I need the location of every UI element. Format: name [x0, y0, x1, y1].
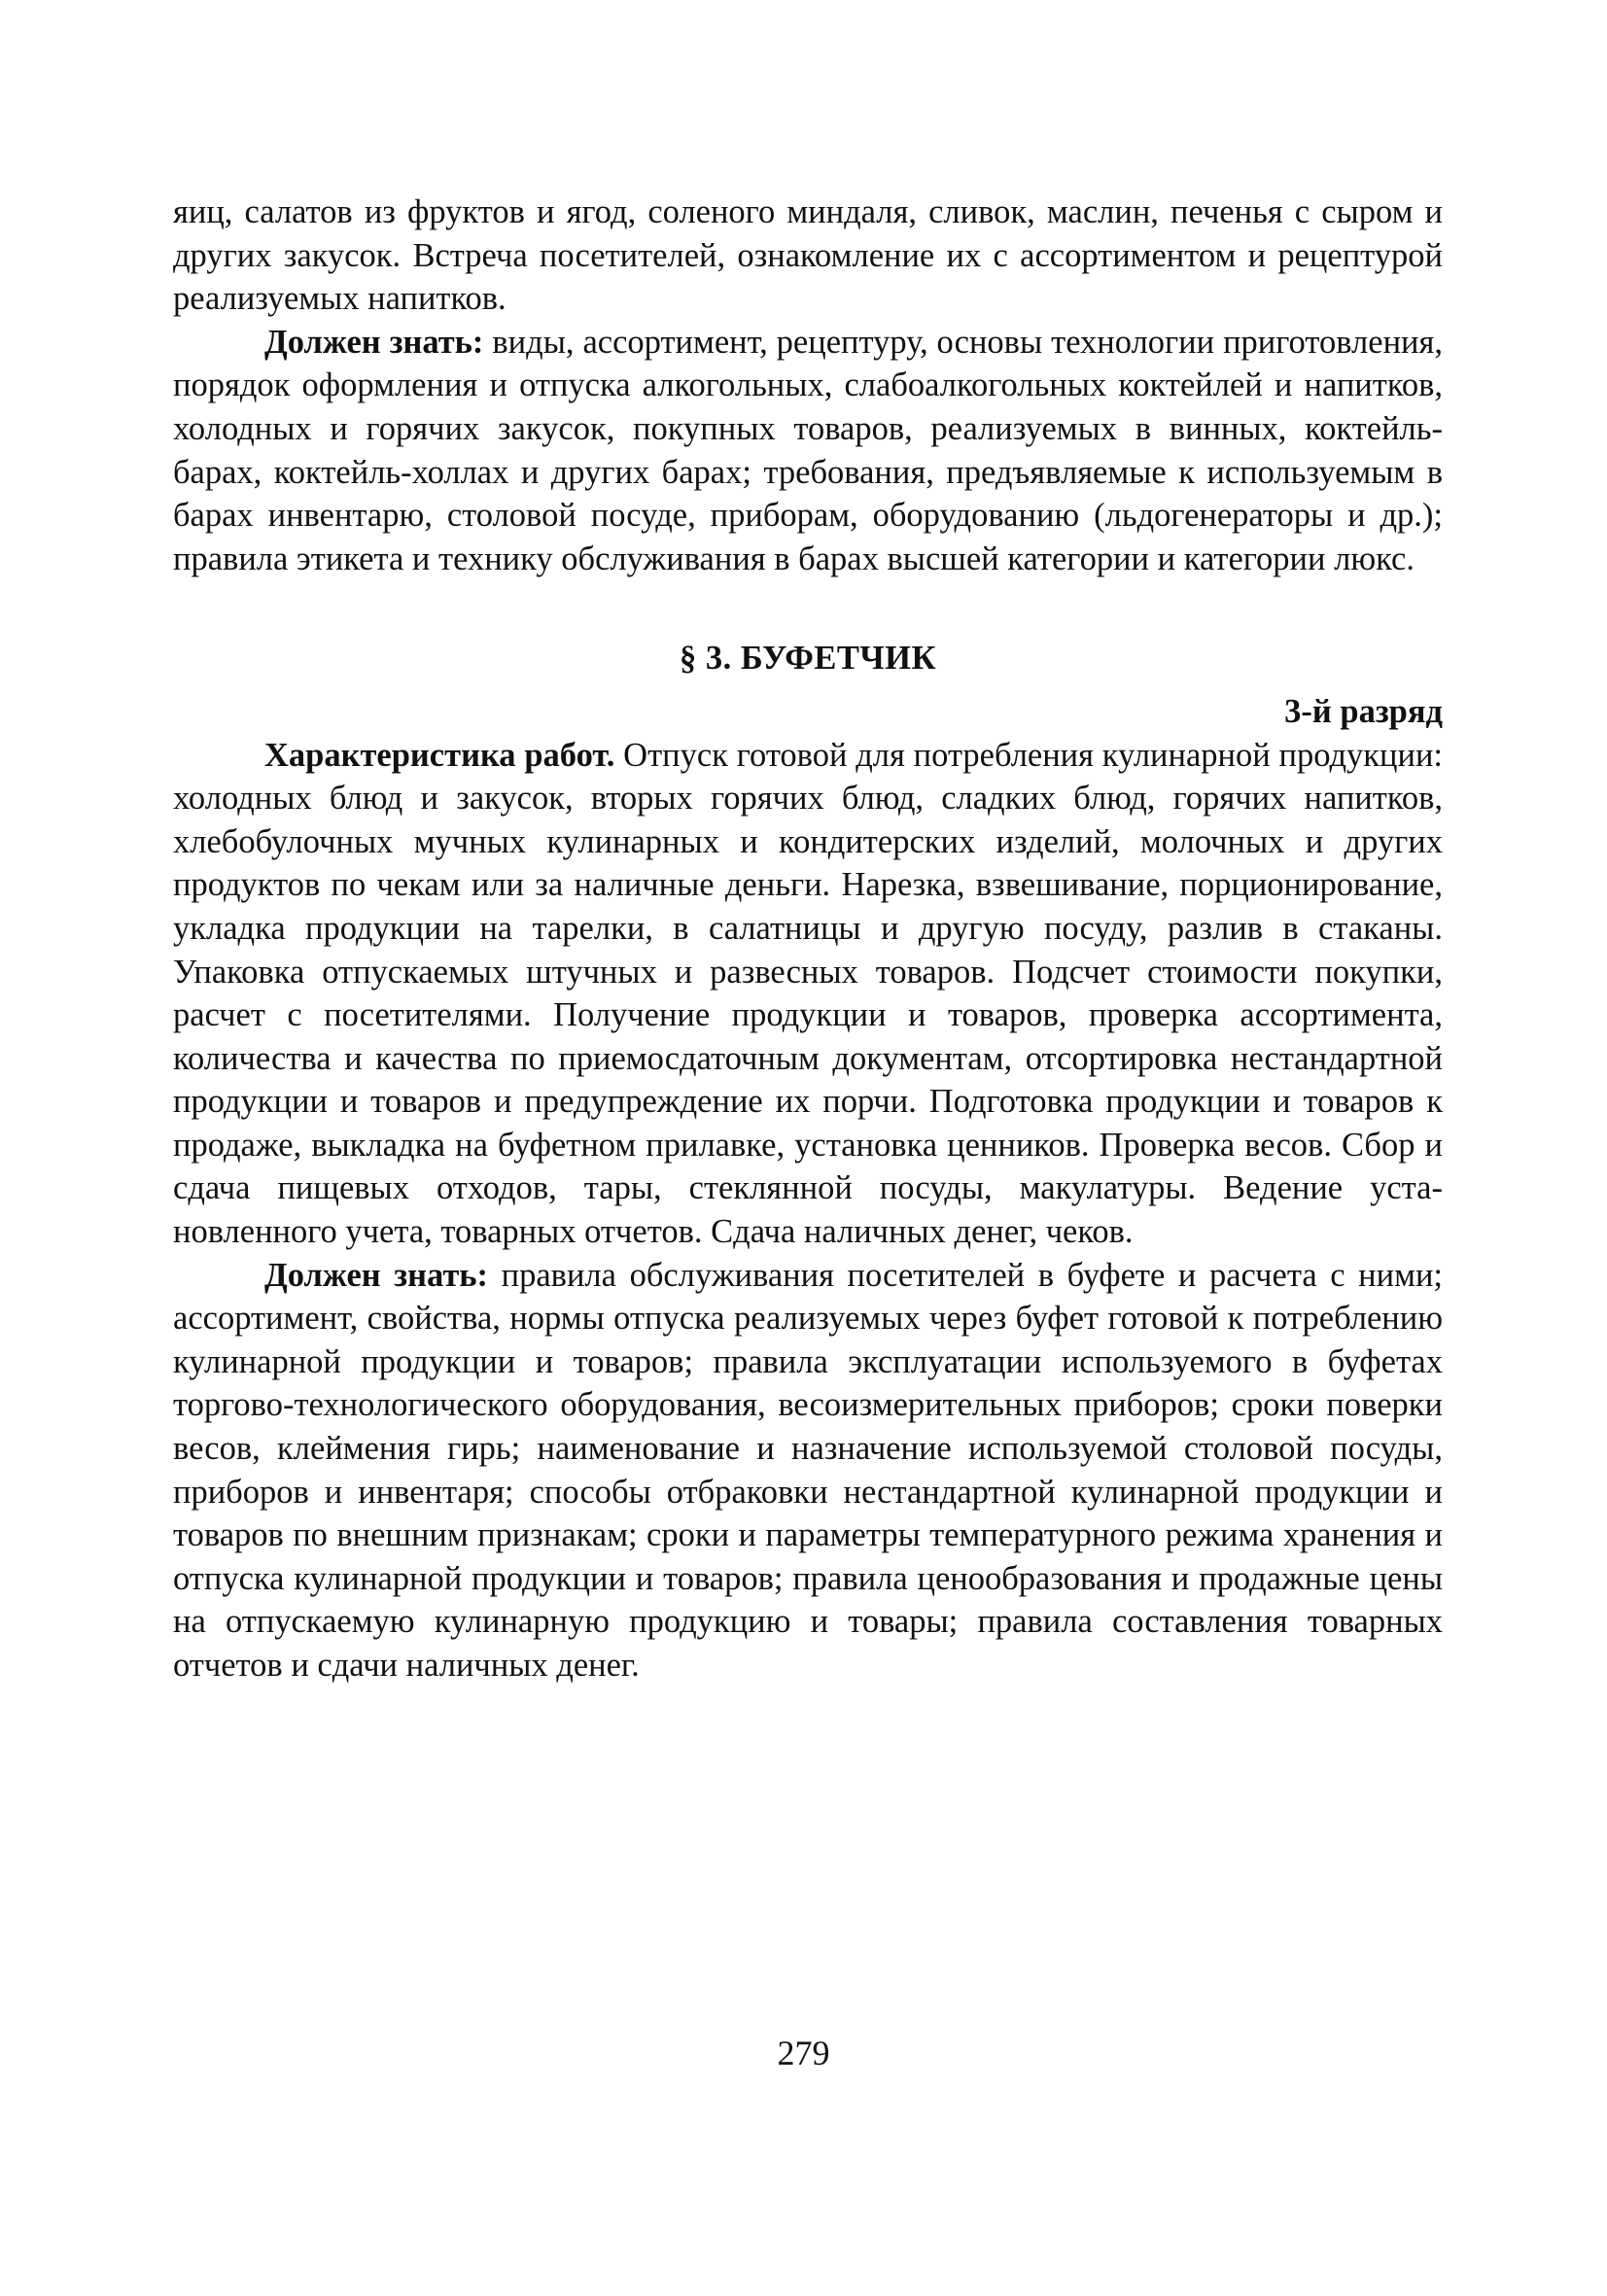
work-characteristics-lead: Характеристика работ. [264, 736, 615, 774]
must-know-paragraph-2 [173, 1254, 1443, 1687]
grade-label: 3-й разряд [1284, 692, 1443, 730]
section-title: § 3. БУФЕТЧИК [679, 640, 937, 678]
page-body [173, 191, 1443, 1687]
work-characteristics-paragraph [173, 734, 1443, 1254]
page-number: 279 [777, 2034, 830, 2072]
must-know-lead-2: Должен знать: [264, 1256, 489, 1294]
work-characteristics-text: Отпуск готовой для потребления кулинарной продукции: холодных блюд и закусок, вторых горячих блюд, сладких блюд, горячих напитков, хлебобулочных мучных кулинарных и кондитерских изделий, молочных и других продуктов по чекам или за наличные деньги. Нарезка, взвешивание, порционирование, укладка продукции на тарелки, в салатницы и другую посуду, разлив в стаканы. Упаковка отпускаемых штучных и развесных товаров. Подсчет стоимости покупки, расчет с посетителями. Получение продукции и товаров, проверка ассортимента, количества и качества по приемосдаточным документам, отсортировка нестандартной продукции и товаров и предупреждение их порчи. Подготовка продукции и товаров к продаже, выкладка на буфетном прилавке, установка ценников. Проверка весов. Сбор и сдача пищевых отходов, тары, стеклянной посуды, макулатуры. Ведение установленного учета, товарных отчетов. Сдача наличных денег, чеков. [173, 736, 1444, 1251]
must-know-lead-1: Должен знать: [264, 323, 484, 361]
continuation-paragraph [173, 191, 1443, 321]
must-know-paragraph-1 [173, 321, 1443, 581]
must-know-text-1: виды, ассортимент, рецептуру, основы технологии приготовления, порядок оформления и отпуска алкогольных, слабоалкогольных коктейлей и напитков, холодных и горячих закусок, покупных товаров, реализуемых в винных, коктейль-барах, коктейль-холлах и других барах; требования, предъявляемые к используемым в барах инвентарю, столовой посуде, приборам, оборудованию (льдогенераторы и др.); правила этикета и технику обслуживания в барах высшей категории и категории люкс. [173, 323, 1444, 577]
must-know-text-2: правила обслуживания посетителей в буфете и расчета с ними; ассортимент, свойства, нормы отпуска реализуемых через буфет готовой к потреблению кулинарной продукции и товаров; правила эксплуатации используемого в буфетах торгово-технологического оборудования, весоизмерительных приборов; сроки поверки весов, клеймения гирь; наименование и назначение используемой столовой посуды, приборов и инвентаря; способы отбраковки нестандартной кулинарной продукции и товаров по внешним признакам; сроки и параметры температурного режима хранения и отпуска кулинарной продукции и товаров; правила ценообразования и продажные цены на отпускаемую кулинарную продукцию и товары; правила составления товарных отчетов и сдачи наличных денег. [173, 1256, 1443, 1684]
continuation-text: яиц, салатов из фруктов и ягод, соленого миндаля, сливок, маслин, печенья с сыром и других закусок. Встреча посетителей, ознакомление их с ассортиментом и рецептурой реализуемых напитков. [173, 193, 1443, 318]
